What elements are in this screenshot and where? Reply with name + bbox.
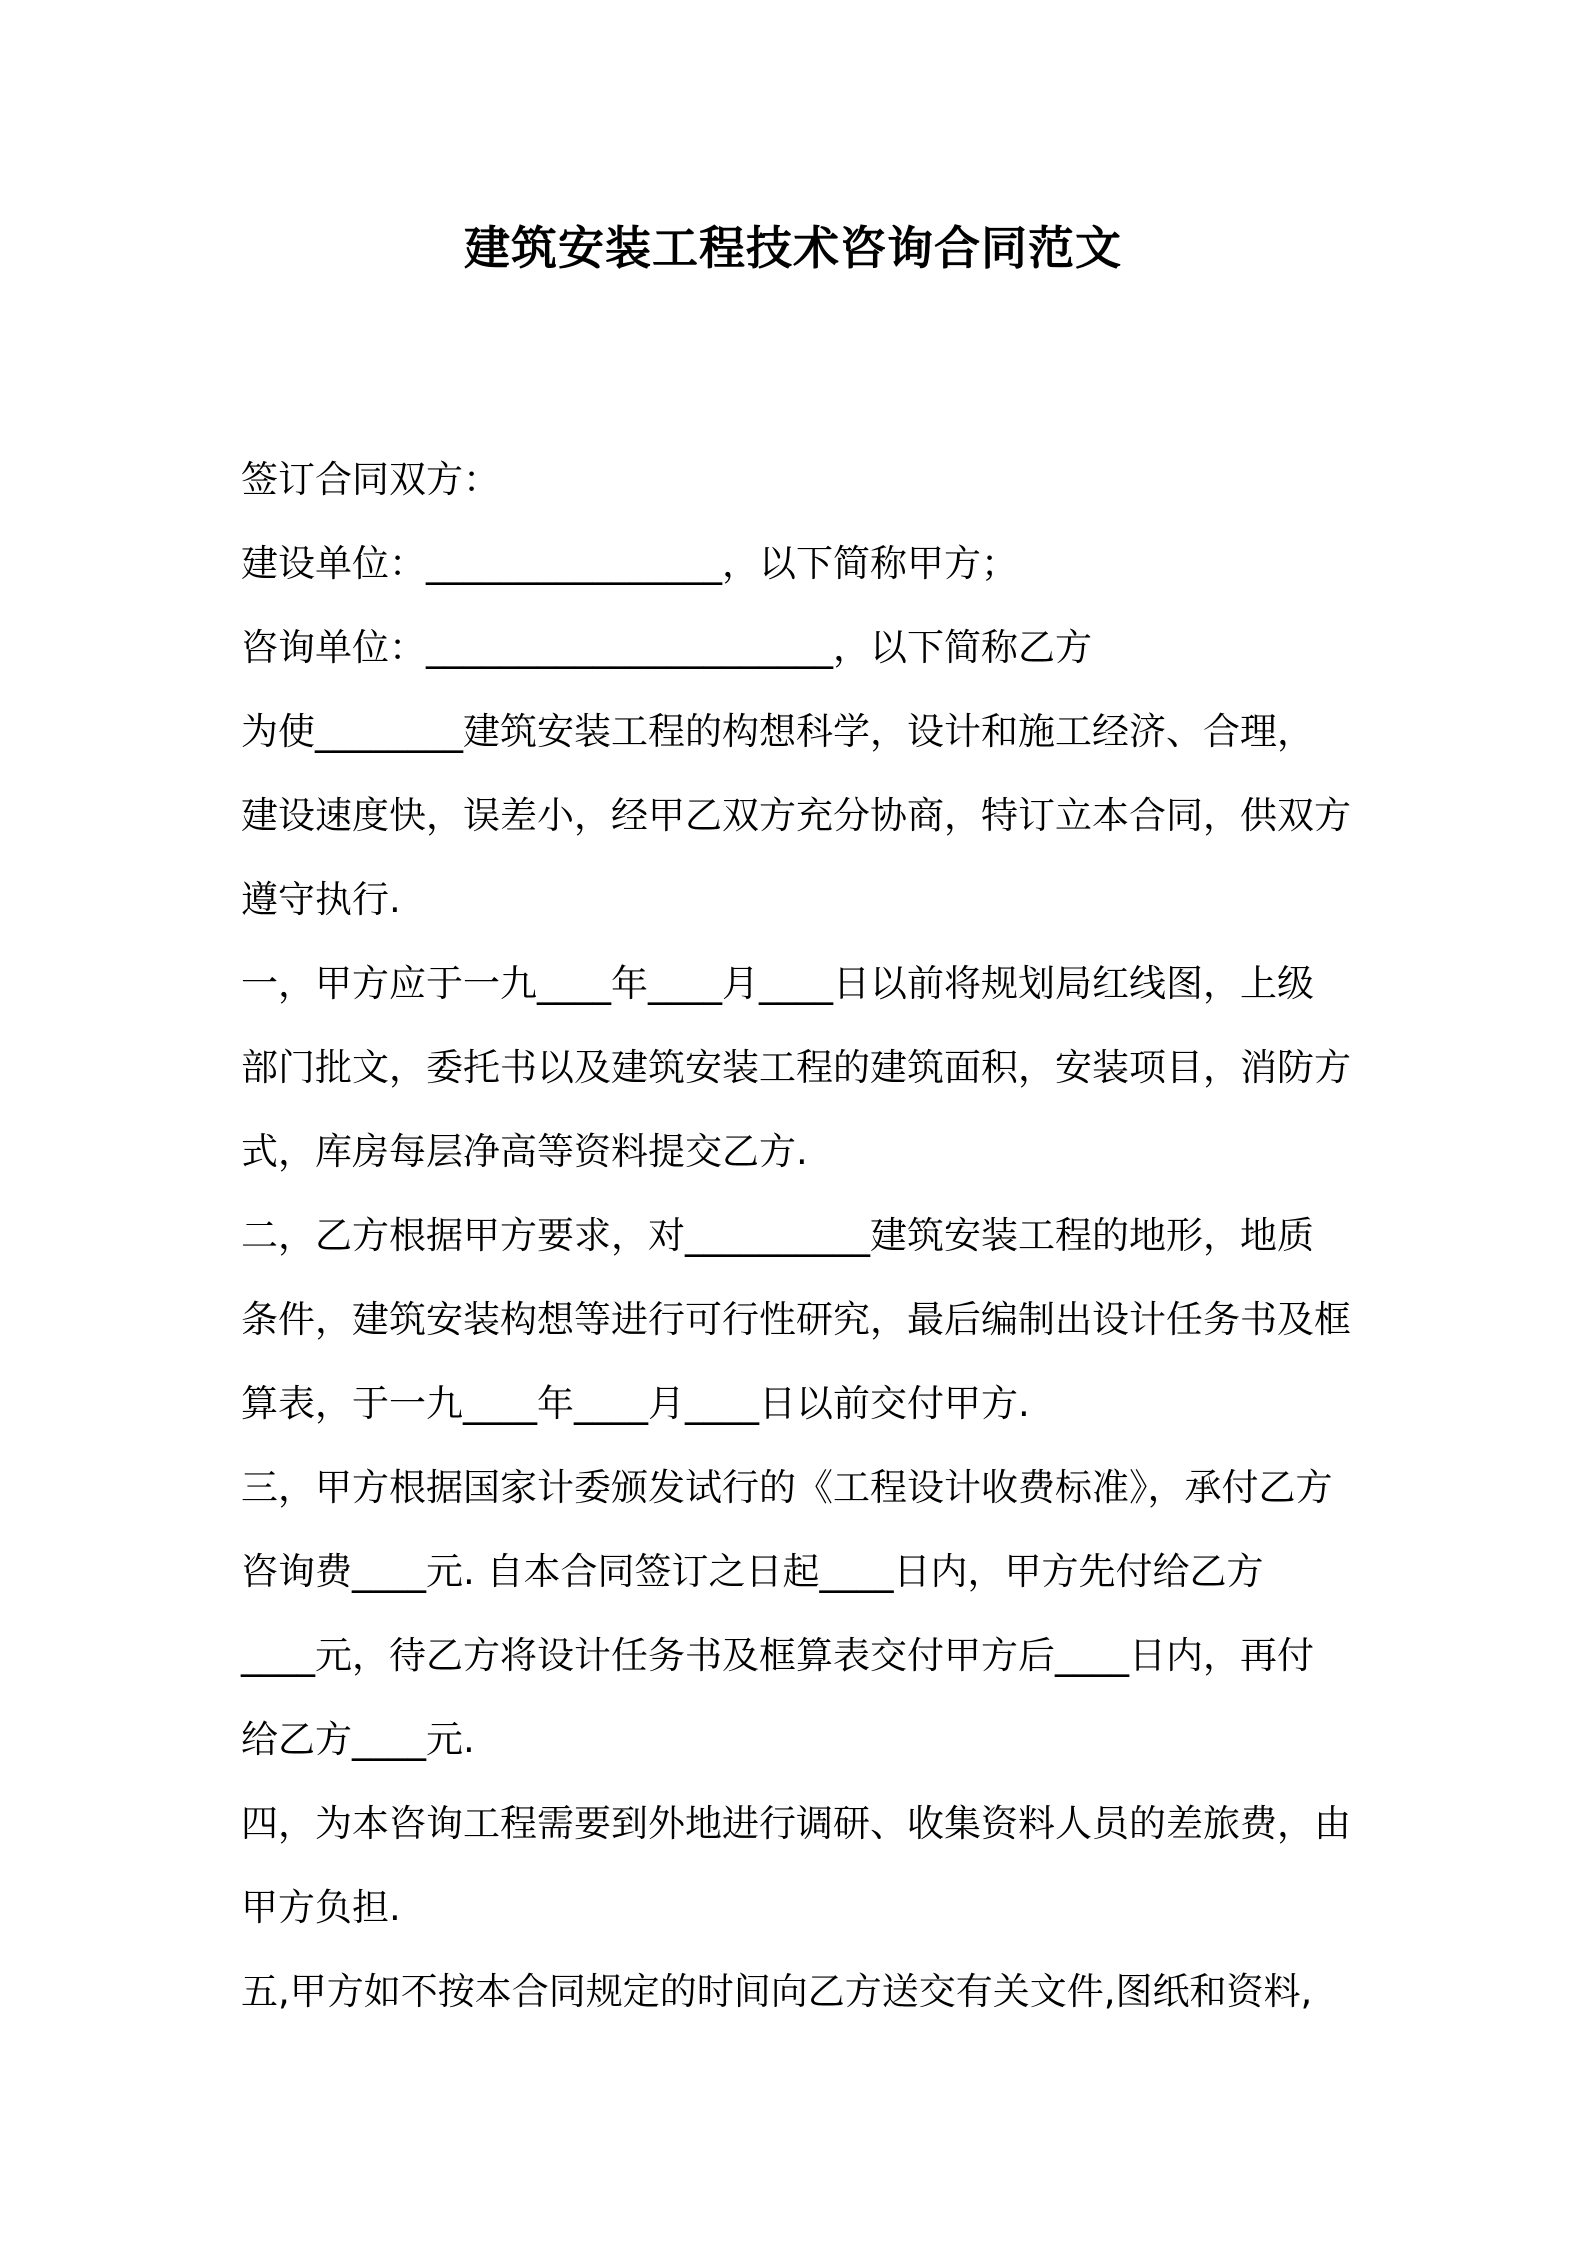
body-line: 二，乙方根据甲方要求，对__________建筑安装工程的地形，地质 — [241, 1214, 1314, 1257]
document-body — [241, 438, 1361, 2034]
document-title: 建筑安装工程技术咨询合同范文 — [464, 221, 1122, 275]
body-line: 甲方负担. — [241, 1886, 401, 1929]
body-line: 给乙方____元. — [241, 1718, 475, 1761]
body-line: 算表，于一九____年____月____日以前交付甲方. — [241, 1382, 1030, 1425]
body-line: 咨询费____元. 自本合同签订之日起____日内，甲方先付给乙方 — [241, 1550, 1264, 1593]
body-line: 建设单位：________________，以下简称甲方； — [241, 542, 1018, 585]
body-line: 遵守执行. — [241, 878, 401, 921]
body-line: 部门批文，委托书以及建筑安装工程的建筑面积，安装项目，消防方 — [241, 1046, 1351, 1089]
body-line: 为使________建筑安装工程的构想科学，设计和施工经济、合理， — [241, 710, 1314, 753]
body-line: 建设速度快，误差小，经甲乙双方充分协商，特订立本合同，供双方 — [241, 794, 1351, 837]
body-line: 式，库房每层净高等资料提交乙方. — [241, 1130, 808, 1173]
body-line: 五,甲方如不按本合同规定的时间向乙方送交有关文件,图纸和资料, — [241, 1970, 1313, 2013]
body-line: 四，为本咨询工程需要到外地进行调研、收集资料人员的差旅费，由 — [241, 1802, 1351, 1845]
body-line: 签订合同双方： — [241, 458, 500, 501]
body-line: 三，甲方根据国家计委颁发试行的《工程设计收费标准》，承付乙方 — [241, 1466, 1333, 1509]
body-line: 咨询单位：______________________，以下简称乙方 — [241, 626, 1092, 669]
body-line: 条件，建筑安装构想等进行可行性研究，最后编制出设计任务书及框 — [241, 1298, 1351, 1341]
body-line: 一，甲方应于一九____年____月____日以前将规划局红线图，上级 — [241, 962, 1314, 1005]
body-line: ____元，待乙方将设计任务书及框算表交付甲方后____日内，再付 — [241, 1634, 1314, 1677]
